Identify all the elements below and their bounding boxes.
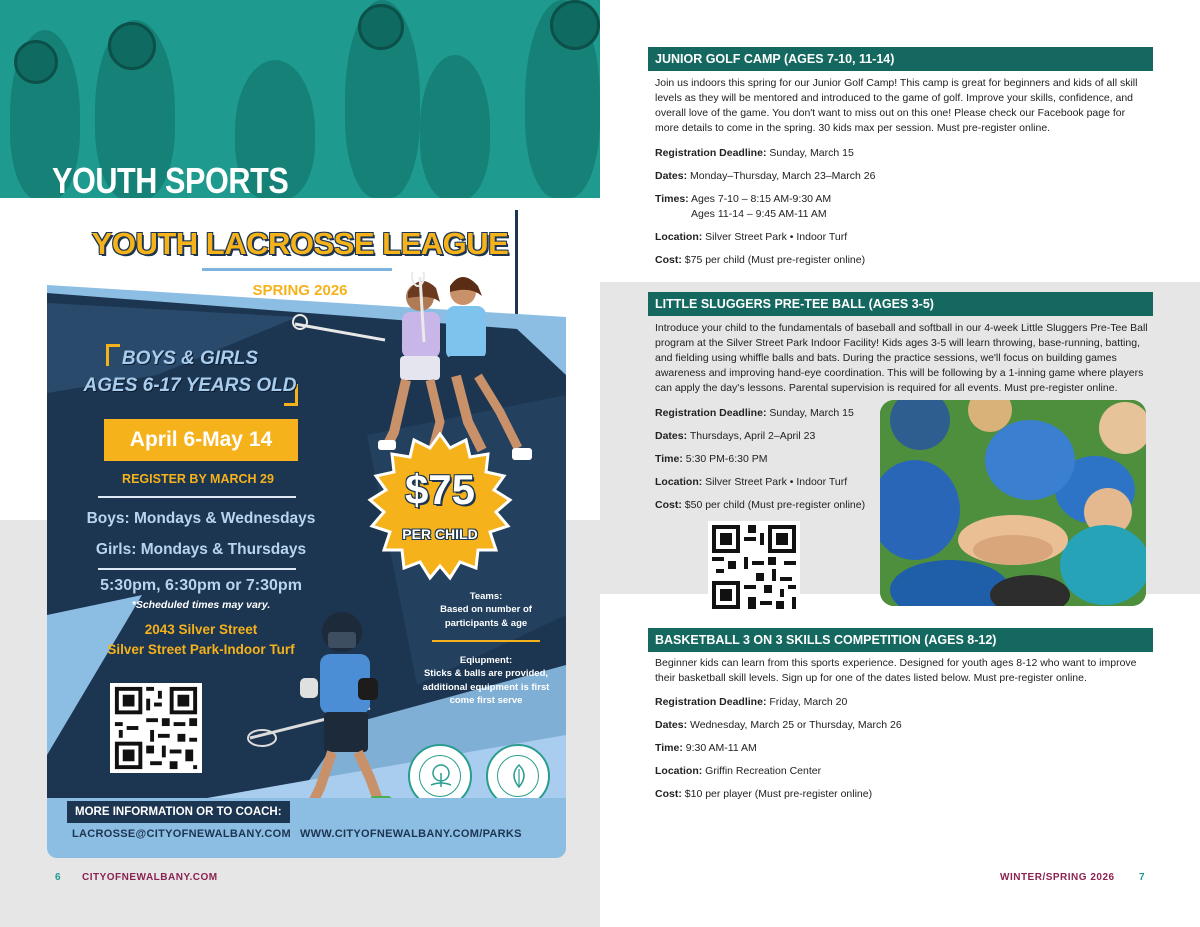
tee-ball-cost (655, 498, 865, 513)
value: Ages 7-10 – 8:15 AM-9:30 AM (691, 193, 832, 205)
value: Sunday, March 15 (769, 407, 854, 419)
flyer-season: SPRING 2026 (252, 282, 348, 299)
golf-location (655, 230, 847, 245)
tee-ball-location (655, 475, 847, 490)
teams-heading: Teams: (469, 591, 503, 602)
label: Time: (655, 742, 683, 754)
address-venue: Silver Street Park-Indoor Turf (107, 642, 295, 657)
ages-callout (80, 344, 300, 406)
golf-times-second: Ages 11-14 – 9:45 AM-11 AM (691, 208, 827, 220)
golf-heading: JUNIOR GOLF CAMP (AGES 7-10, 11-14) (648, 47, 1153, 71)
title-underline (202, 268, 392, 271)
label: Cost: (655, 254, 682, 266)
page-number: 7 (1139, 872, 1145, 883)
golf-cost (655, 253, 865, 268)
divider (98, 496, 296, 498)
boys-schedule: Boys: Mondays & Wednesdays (86, 510, 316, 527)
ages-range-label: AGES 6-17 YEARS OLD (83, 375, 297, 396)
golf-dates (655, 169, 875, 184)
label: Times: (655, 193, 689, 205)
right-page (600, 0, 1200, 927)
register-deadline: REGISTER BY MARCH 29 (122, 472, 274, 486)
basketball-cost (655, 787, 872, 802)
label: Registration Deadline: (655, 147, 767, 159)
value: 9:30 AM-11 AM (685, 742, 757, 754)
golf-deadline (655, 146, 854, 161)
label: Location: (655, 765, 703, 777)
flyer-title: YOUTH LACROSSE LEAGUE (91, 226, 509, 261)
hero-photo (0, 0, 600, 198)
basketball-time (655, 741, 757, 756)
tee-ball-deadline (655, 406, 854, 421)
label: Location: (655, 476, 703, 488)
boy-player-photo (240, 608, 400, 820)
label: Cost: (655, 788, 682, 800)
qr-code[interactable] (708, 521, 800, 613)
value: Griffin Recreation Center (705, 765, 822, 777)
value: Silver Street Park • Indoor Turf (705, 476, 848, 488)
value: Sunday, March 15 (769, 147, 854, 159)
qr-code-icon (708, 521, 800, 613)
label: Dates: (655, 170, 688, 182)
address-street: 2043 Silver Street (144, 622, 258, 637)
helmet-shape (108, 22, 156, 70)
footer-issue: WINTER/SPRING 2026 (1000, 872, 1115, 883)
leaf-icon (507, 763, 531, 789)
value: $50 per child (Must pre-register online) (684, 499, 866, 511)
value: $10 per player (Must pre-register online) (684, 788, 873, 800)
basketball-dates (655, 718, 902, 733)
golf-times (655, 192, 831, 207)
value: Friday, March 20 (769, 696, 848, 708)
divider (432, 640, 540, 642)
kids-huddle-illustration (880, 400, 1146, 606)
helmet-shape (550, 0, 600, 50)
divider (98, 568, 296, 570)
value: 5:30 PM-6:30 PM (685, 453, 768, 465)
contact-heading: MORE INFORMATION OR TO COACH: (67, 801, 290, 823)
page-number: 6 (55, 872, 61, 883)
value: Silver Street Park • Indoor Turf (705, 231, 848, 243)
tee-ball-time (655, 452, 767, 467)
basketball-deadline (655, 695, 847, 710)
basketball-heading: BASKETBALL 3 ON 3 SKILLS COMPETITION (AGES 8-12) (648, 628, 1153, 652)
value: $75 per child (Must pre-register online) (684, 254, 866, 266)
label: Cost: (655, 499, 682, 511)
tee-ball-heading: LITTLE SLUGGERS PRE-TEE BALL (AGES 3-5) (648, 292, 1153, 316)
contact-email-link[interactable]: LACROSSE@CITYOFNEWALBANY.COM (72, 828, 291, 840)
label: Dates: (655, 719, 688, 731)
girls-schedule: Girls: Mondays & Thursdays (95, 541, 307, 558)
player-silhouette (420, 55, 490, 198)
label: Location: (655, 231, 703, 243)
footer-website[interactable]: CITYOFNEWALBANY.COM (82, 872, 218, 883)
tee-ball-dates (655, 429, 815, 444)
qr-code-icon (110, 683, 202, 773)
price-unit: PER CHILD (402, 526, 478, 542)
label: Registration Deadline: (655, 696, 767, 708)
times-note: *Scheduled times may vary. (131, 599, 271, 611)
label: Time: (655, 453, 683, 465)
qr-code[interactable] (110, 683, 202, 773)
value: Monday–Thursday, March 23–March 26 (690, 170, 876, 182)
value: Thursdays, April 2–April 23 (689, 430, 816, 442)
basketball-description: Beginner kids can learn from this sports experience. Designed for youth ages 8-12 who want to improve their basketball skill levels. Sign up for one of the dates listed below. Must pre-register online. (655, 657, 1137, 684)
price-amount: $75 (404, 466, 476, 513)
label: Dates: (655, 430, 688, 442)
equipment-text: Sticks & balls are provided, additional equipment is first come first serve (422, 668, 550, 706)
label: Registration Deadline: (655, 407, 767, 419)
league-dates: April 6-May 14 (104, 419, 298, 461)
helmet-shape (358, 4, 404, 50)
website-link[interactable]: WWW.CITYOFNEWALBANY.COM/PARKS (300, 828, 522, 840)
tee-ball-description: Introduce your child to the fundamentals of baseball and softball in our 4-week Little Sluggers Pre-Tee Ball program at the Silver Street Park Indoor Facility! Kids ages 3-5 will learn throwing, base-running, batting, and fielding using whiffle balls and bats. During the practice sessions, we'll focus on building games awareness and improving hand-eye coordination. This will be following by a 1-inning game where players can apply the day's lessons. Parental supervision is required for all events. Must pre-register online. (655, 322, 1148, 394)
session-times: 5:30pm, 6:30pm or 7:30pm (100, 577, 302, 594)
kids-huddle-photo (880, 400, 1146, 606)
value: Wednesday, March 25 or Thursday, March 26 (690, 719, 902, 731)
equipment-heading: Eqiupment: (459, 655, 513, 666)
ages-gender-label: BOYS & GIRLS (121, 348, 259, 369)
section-title: YOUTH SPORTS (52, 160, 289, 198)
helmet-shape (14, 40, 58, 84)
teams-text: Based on number of participants & age (440, 604, 532, 629)
golf-description: Join us indoors this spring for our Junior Golf Camp! This camp is great for beginners and kids of all skill levels as they will be mentored and introduced to the game of golf. Improve your skills, confidence, and overall love of the game. You don't want to miss out on this one! Please check our Facebook page for more details to come in the spring. 30 kids max per session. Must pre-register online. (655, 77, 1138, 134)
basketball-location (655, 764, 821, 779)
tree-icon (429, 763, 453, 789)
